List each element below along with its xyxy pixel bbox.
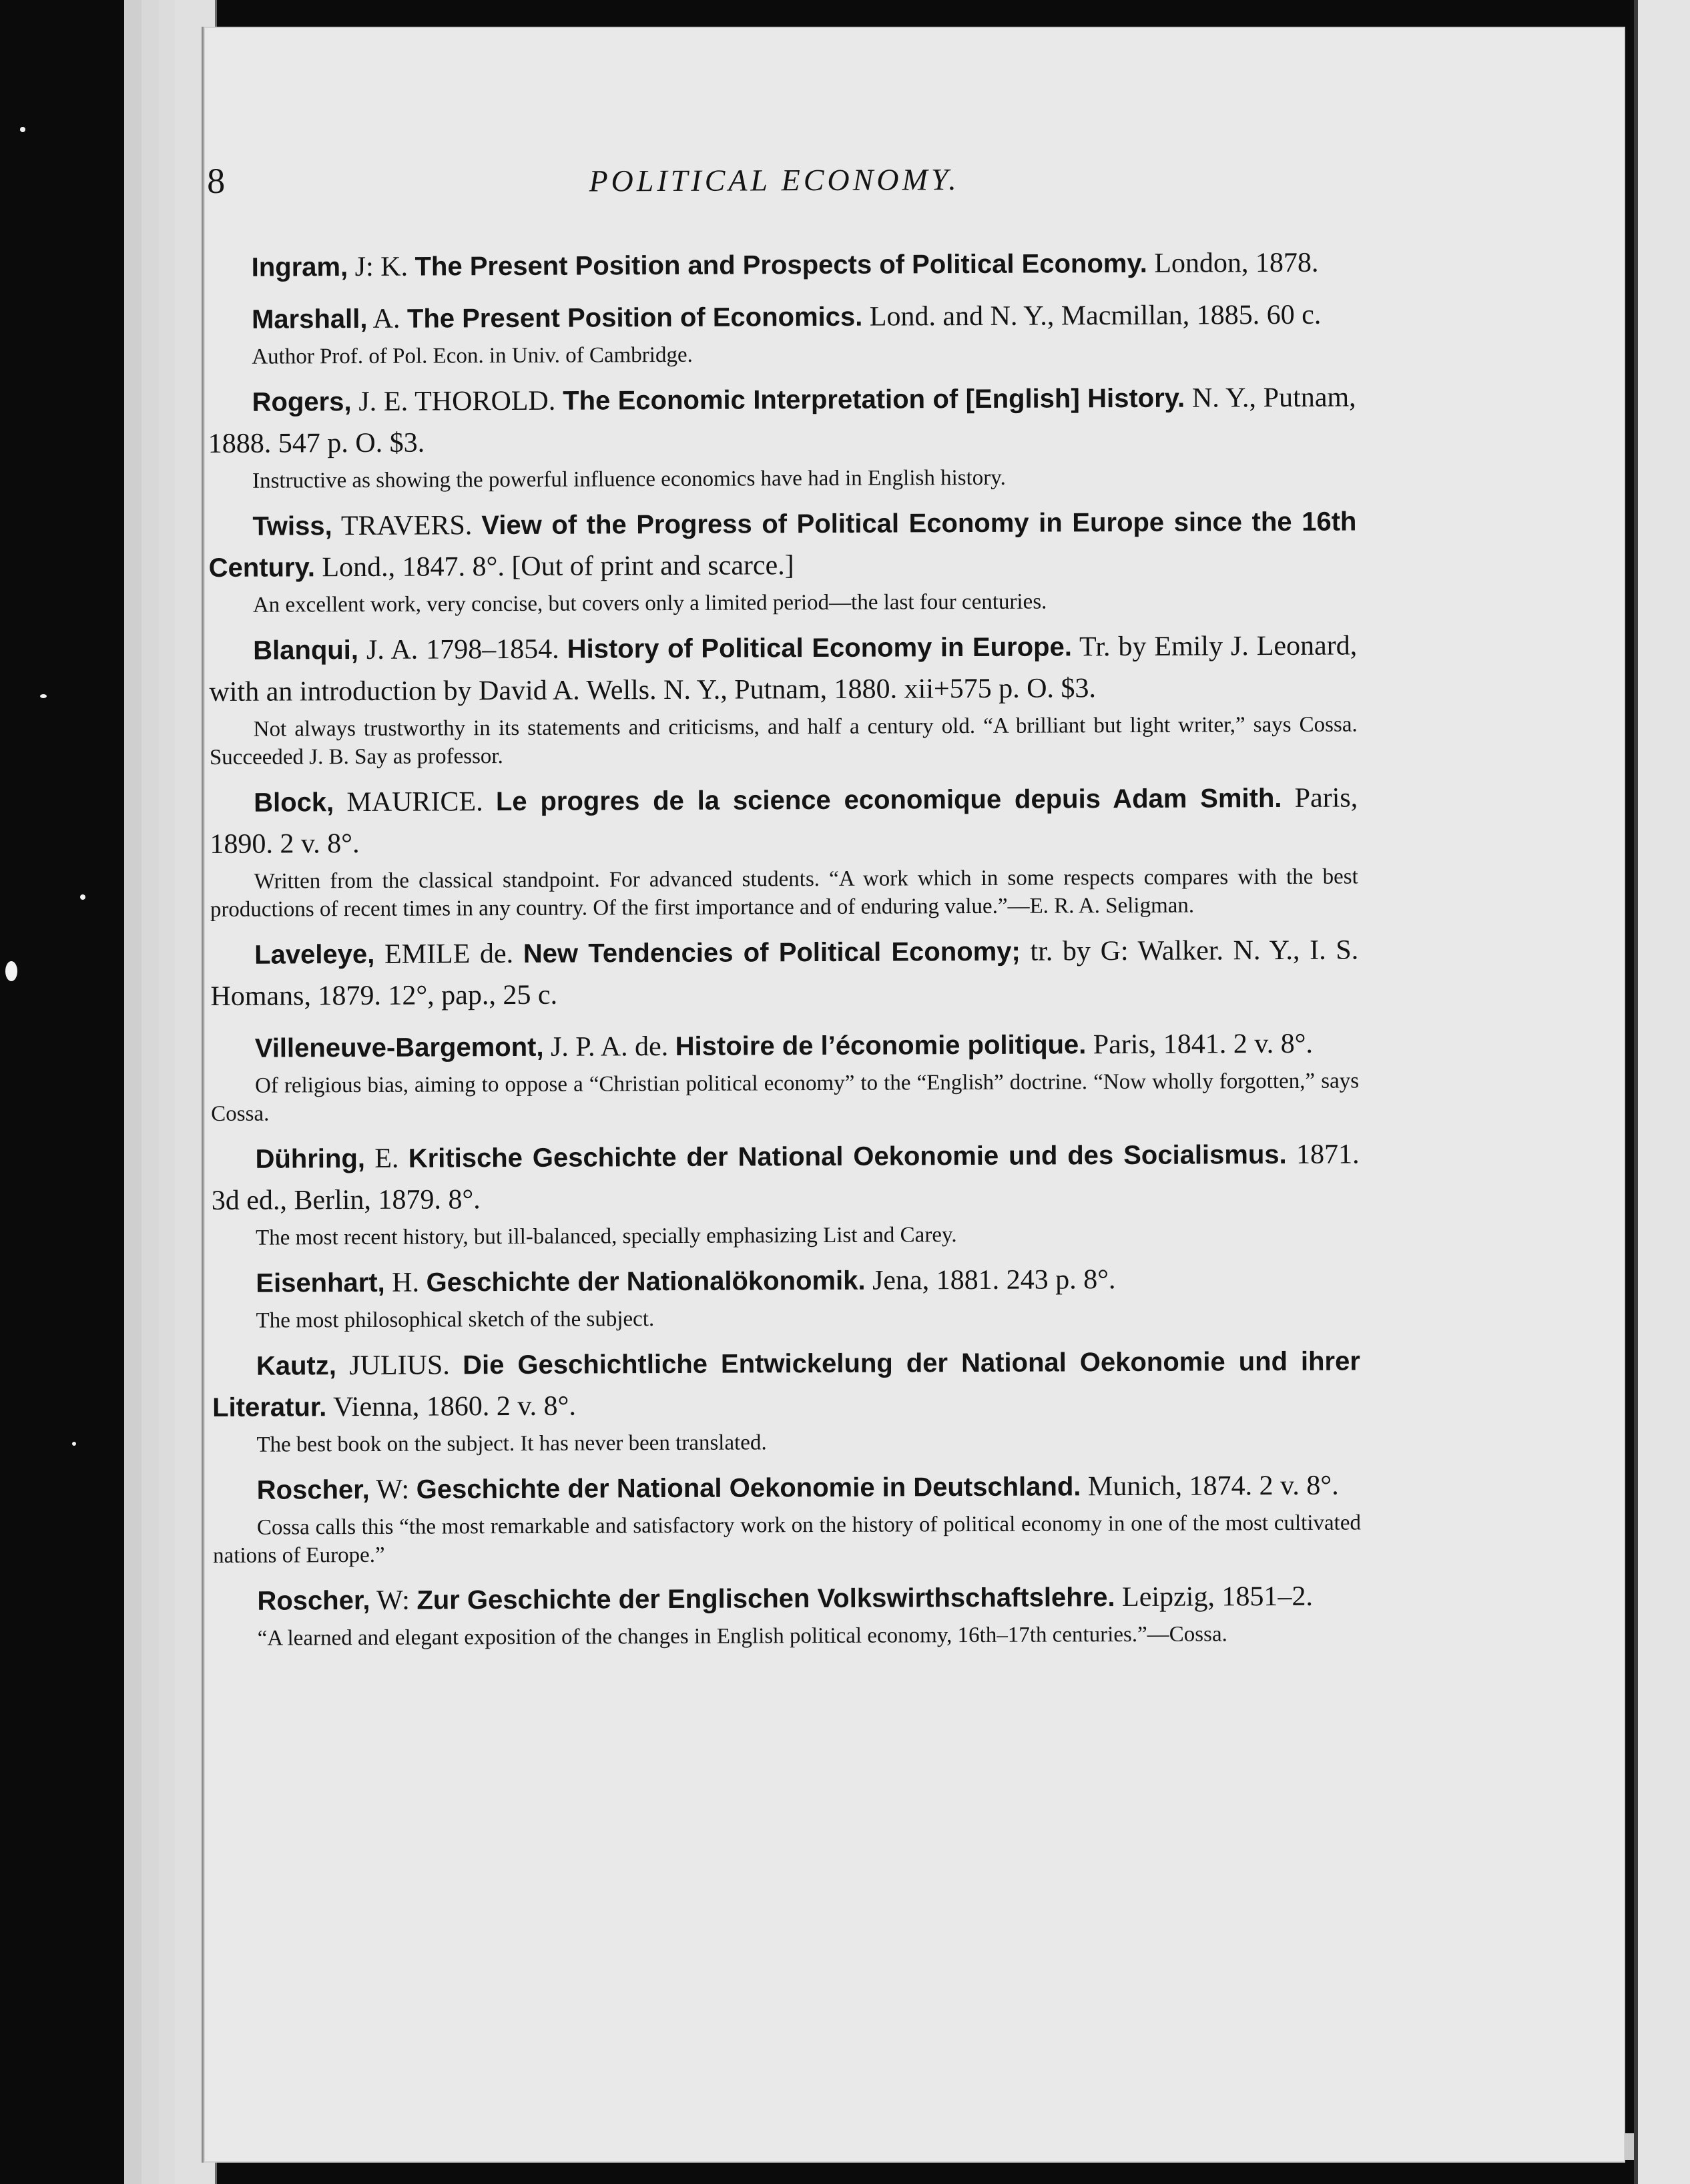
entry-main <box>209 625 1358 713</box>
entry-note: “A learned and elegant exposition of the changes in English political economy, 16th–17th centuries.”—Cossa. <box>257 1622 1227 1651</box>
entry-note: The most recent history, but ill-balanced, specially emphasizing List and Carey. <box>255 1223 957 1250</box>
entry-imprint: Lond., 1847. 8°. [Out of print and scarce.] <box>322 550 794 583</box>
entry-imprint: Paris, 1890. 2 v. 8°. <box>210 782 1358 860</box>
bibliography-entry <box>213 1575 1361 1653</box>
entry-author: Roscher, <box>257 1585 370 1616</box>
entry-main <box>208 501 1357 589</box>
entry-author-rest: W: <box>369 1474 410 1505</box>
entry-imprint: Jena, 1881. 243 p. 8°. <box>872 1264 1116 1296</box>
entry-note: An excellent work, very concise, but covers only a limited period—the last four centuries. <box>252 589 1047 617</box>
entry-main <box>211 1023 1359 1069</box>
page-number: 8 <box>207 160 226 201</box>
entry-author-rest: EMILE de. <box>374 938 514 970</box>
bibliography-entry <box>210 929 1359 1017</box>
entry-main <box>208 376 1356 465</box>
entry-author-rest: W: <box>370 1585 410 1616</box>
entry-author-rest: JULIUS. <box>336 1350 450 1382</box>
entry-title: Histoire de l’économie politique. <box>675 1030 1087 1061</box>
entry-author: Laveleye, <box>254 939 375 970</box>
entry-main <box>210 777 1358 865</box>
entry-author: Eisenhart, <box>256 1268 385 1298</box>
entry-author-rest: J: K. <box>348 251 408 283</box>
entry-author-rest: J. E. THOROLD. <box>351 385 556 418</box>
bibliography-entry <box>208 501 1357 619</box>
bibliography-entry <box>212 1340 1361 1459</box>
entry-author-rest: E. <box>364 1143 399 1174</box>
bibliography-entry <box>208 376 1356 495</box>
entry-author: Rogers, <box>252 387 352 417</box>
entry-author: Blanqui, <box>253 635 359 665</box>
entry-title: The Present Position and Prospects of Political Economy. <box>414 248 1147 282</box>
entry-imprint: Vienna, 1860. 2 v. 8°. <box>332 1390 577 1423</box>
page-content <box>207 155 1362 1663</box>
entry-note: The best book on the subject. It has never been translated. <box>256 1430 767 1457</box>
page-header <box>207 155 1355 220</box>
entry-author: Kautz, <box>256 1351 336 1381</box>
entry-author: Roscher, <box>256 1474 370 1505</box>
running-head: POLITICAL ECONOMY. <box>589 162 960 198</box>
entry-main <box>210 929 1359 1017</box>
entry-author-rest: J. A. 1798–1854. <box>358 633 559 666</box>
entry-title: The Present Position of Economics. <box>406 302 863 334</box>
entry-author-rest: H. <box>384 1267 420 1298</box>
entry-note: Written from the classical standpoint. For advanced students. “A work which in some respects compares with the best productions of recent times in any country. Of the first importance and of enduring value.”—E. R. A. Seligman. <box>210 864 1358 922</box>
entry-title: Kritische Geschichte der National Oekonomie und des Socialismus. <box>408 1139 1287 1173</box>
scan-speck <box>72 1442 76 1446</box>
entry-note: Not always trustworthy in its statements and criticisms, and half a century old. “A brilliant but light writer,” says Cossa. Succeeded J. B. Say as professor. <box>209 712 1358 770</box>
entry-title: New Tendencies of Political Economy; <box>523 936 1021 969</box>
entry-author: Dühring, <box>255 1143 366 1174</box>
bibliography-entry <box>213 1464 1362 1570</box>
entry-title: Die Geschichtliche Entwickelung der National Oekonomie und ihrer Literatur. <box>212 1346 1360 1422</box>
scan-speck <box>5 961 17 981</box>
entry-imprint: Paris, 1841. 2 v. 8°. <box>1093 1028 1314 1061</box>
entry-title: Le progres de la science economique depuis Adam Smith. <box>495 783 1282 817</box>
bibliography-entry <box>211 1133 1360 1252</box>
entry-imprint: Tr. by Emily J. Leonard, with an introduction by David A. Wells. N. Y., Putnam, 1880. xii+575 p. O. $3. <box>209 630 1358 708</box>
entry-title: Geschichte der Nationalökonomik. <box>426 1266 866 1298</box>
entry-title: History of Political Economy in Europe. <box>567 632 1073 664</box>
entry-author-rest: A. <box>367 303 400 334</box>
bibliography-entry <box>211 1023 1360 1128</box>
entry-author: Ingram, <box>251 252 348 282</box>
entry-author-rest: MAURICE. <box>334 786 483 818</box>
bibliography-entry <box>210 777 1358 924</box>
entry-note: The most philosophical sketch of the subject. <box>256 1307 655 1333</box>
bibliography-entry <box>212 1258 1360 1335</box>
entry-imprint: N. Y., Putnam, 1888. 547 p. O. $3. <box>208 382 1356 459</box>
bibliography-entry <box>208 242 1356 288</box>
entry-main <box>213 1464 1361 1511</box>
entry-main <box>208 242 1356 288</box>
entry-imprint: Leipzig, 1851–2. <box>1122 1581 1313 1613</box>
scan-speck <box>20 127 25 132</box>
entry-note: Instructive as showing the powerful influence economics have had in English history. <box>252 465 1006 493</box>
entry-author: Marshall, <box>251 304 368 334</box>
entry-author: Villeneuve-Bargemont, <box>254 1032 544 1063</box>
entry-note: Of religious bias, aiming to oppose a “Christian political economy” to the “English” doctrine. “Now wholly forgotten,” says Cossa. <box>211 1069 1360 1126</box>
bibliography-entry <box>209 625 1358 772</box>
bibliography-entry <box>208 294 1356 371</box>
entry-main <box>211 1133 1360 1221</box>
entry-title: Geschichte der National Oekonomie in Deutschland. <box>416 1472 1081 1505</box>
adjacent-page-edge <box>1634 0 1690 2184</box>
entry-imprint: London, 1878. <box>1154 247 1319 279</box>
entry-imprint: Munich, 1874. 2 v. 8°. <box>1087 1470 1339 1503</box>
entry-imprint: 1871. 3d ed., Berlin, 1879. 8°. <box>211 1139 1360 1216</box>
entry-author-rest: TRAVERS. <box>332 510 473 542</box>
entry-title: View of the Progress of Political Economy in Europe since the 16th Century. <box>208 507 1357 583</box>
entry-main <box>208 294 1356 340</box>
scan-speck <box>40 694 47 698</box>
entry-note: Author Prof. of Pol. Econ. in Univ. of Cambridge. <box>252 342 693 369</box>
entry-author: Twiss, <box>252 511 332 541</box>
entry-author-rest: J. P. A. de. <box>543 1031 669 1063</box>
entry-main <box>213 1575 1361 1622</box>
entry-title: The Economic Interpretation of [English] History. <box>563 383 1185 416</box>
entry-main <box>212 1340 1361 1428</box>
entry-imprint: Lond. and N. Y., Macmillan, 1885. 60 c. <box>869 299 1322 332</box>
entry-main <box>212 1258 1360 1304</box>
entry-note: Cossa calls this “the most remarkable and satisfactory work on the history of political economy in one of the most cultivated nations of Europe.” <box>213 1511 1362 1568</box>
scan-speck <box>80 894 85 900</box>
entry-author: Block, <box>254 788 334 818</box>
entry-title: Zur Geschichte der Englischen Volkswirthschaftslehre. <box>416 1583 1115 1615</box>
entry-imprint: tr. by G: Walker. N. Y., I. S. Homans, 1879. 12°, pap., 25 c. <box>210 934 1359 1012</box>
